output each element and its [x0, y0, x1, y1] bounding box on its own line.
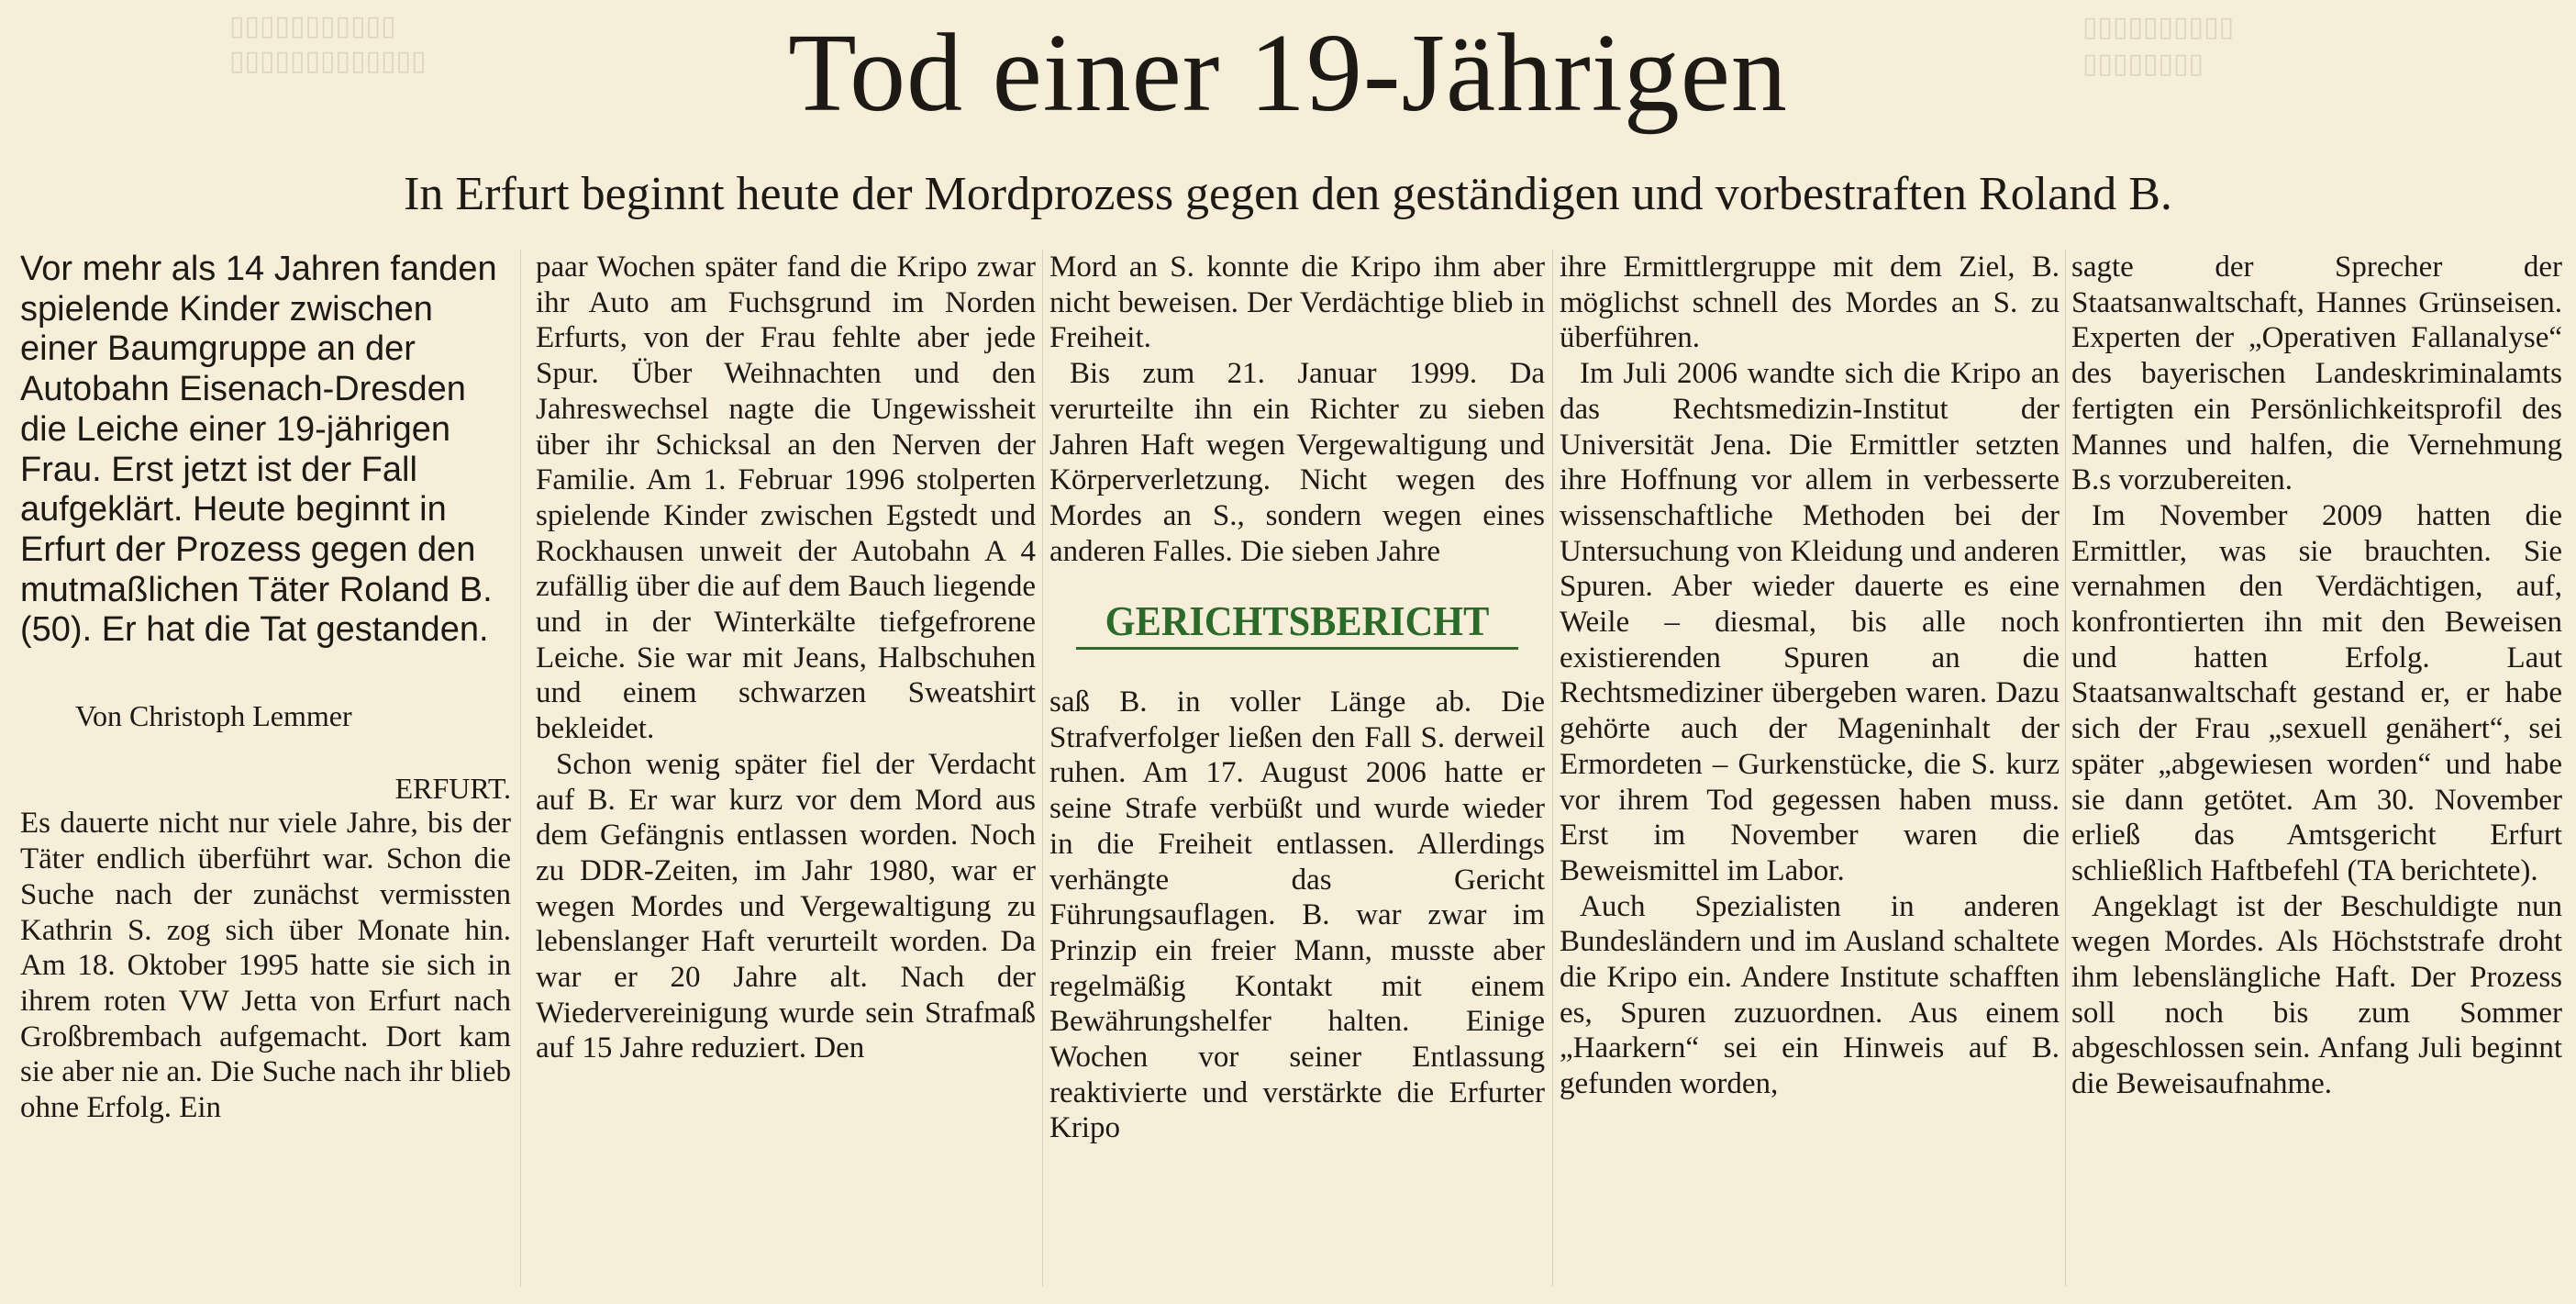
byline: Von Christoph Lemmer: [75, 699, 352, 733]
body-paragraph: saß B. in voller Länge ab. Die Strafverfolger ließen den Fall S. derweil ruhen. Am 17. August 2006 hatte er seine Strafe verbüßt und wurde wieder in die Freiheit entlassen. Allerdings verhängte das Gericht Führungsauflagen. B. war zwar im Prinzip ein freier Mann, musste aber regelmäßig Kontakt mit einem Bewährungshelfer halten. Einige Wochen vor seiner Entlassung reaktivierte und verstärkte die Erfurter Kripo: [1049, 685, 1545, 1145]
column-rule: [520, 250, 521, 1287]
body-paragraph: Schon wenig später fiel der Verdacht auf B. Er war kurz vor dem Mord aus dem Gefängnis entlassen worden. Noch zu DDR-Zeiten, im Jahr 1980, war er wegen Mordes und Vergewaltigung zu lebenslanger Haft verurteilt worden. Da war er 20 Jahre alt. Nach der Wiedervereinigung wurde sein Strafmaß auf 15 Jahre reduziert. Den: [536, 747, 1036, 1065]
column-rule: [2065, 250, 2066, 1287]
bleed-through-left: ▯▯▯▯▯▯▯▯▯▯▯ ▯▯▯▯▯▯▯▯▯▯▯▯▯: [229, 11, 427, 76]
headline: Tod einer 19-Jährigen: [788, 11, 1788, 135]
section-rubric: GERICHTSBERICHT: [1076, 604, 1518, 650]
column-3: [1049, 250, 1545, 1146]
body-paragraph: Im Juli 2006 wandte sich die Kripo an das Rechtsmedizin-Institut der Universität Jena. Die Ermittler setzten ihre Hoffnung vor allem in verbesserte wissenschaftliche Methoden bei der Untersuchung von Kleidung und anderen Spuren. Aber wieder dauerte es eine Weile – diesmal, bis alle noch existierenden Spuren an die Rechtsmediziner übergeben waren. Dazu gehörte auch der Mageninhalt der Ermordeten – Gurkenstücke, die S. kurz vor ihrem Tod gegessen haben muss. Erst im November waren die Beweismittel im Labor.: [1560, 357, 2060, 887]
column-5: [2071, 250, 2562, 1102]
body-paragraph: ihre Ermittlergruppe mit dem Ziel, B. möglichst schnell des Mordes an S. zu überführen.: [1560, 251, 2060, 355]
body-paragraph: Es dauerte nicht nur viele Jahre, bis der Täter endlich überführt war. Schon die Suche nach der zunächst vermissten Kathrin S. zog sich über Monate hin. Am 18. Oktober 1995 hatte sie sich in ihrem roten VW Jetta von Erfurt nach Großbrembach aufgemacht. Dort kam sie aber nie an. Die Suche nach ihr blieb ohne Erfolg. Ein: [20, 807, 511, 1125]
body-paragraph: Mord an S. konnte die Kripo ihm aber nicht beweisen. Der Verdächtige blieb in Freiheit.: [1049, 251, 1545, 355]
body-paragraph: Angeklagt ist der Beschuldigte nun wegen Mordes. Als Höchststrafe droht ihm lebenslängliche Haft. Der Prozess soll noch bis zum Sommer abgeschlossen sein. Anfang Juli beginnt die Beweisaufnahme.: [2071, 889, 2562, 1101]
body-paragraph: Bis zum 21. Januar 1999. Da verurteilte ihn ein Richter zu sieben Jahren Haft wegen Vergewaltigung und Körperverletzung. Nicht wegen des Mordes an S., sondern wegen eines anderen Falles. Die sieben Jahre: [1049, 357, 1545, 568]
dateline: ERFURT.: [394, 771, 511, 805]
column-2: [536, 250, 1036, 1066]
column-4: [1560, 250, 2060, 1102]
body-paragraph: Auch Spezialisten in anderen Bundesländern und im Ausland schaltete die Kripo ein. Andere Institute schafften es, Spuren zuzuordnen. Aus einem „Haarkern“ sei ein Hinweis auf B. gefunden worden,: [1560, 889, 2060, 1101]
body-paragraph: paar Wochen später fand die Kripo zwar ihr Auto am Fuchsgrund im Norden Erfurts, von der Frau fehlte aber jede Spur. Über Weihnachten und den Jahreswechsel nagte die Ungewissheit über ihr Schicksal an den Nerven der Familie. Am 1. Februar 1996 stolperten spielende Kinder zwischen Egstedt und Rockhausen unweit der Autobahn A 4 zufällig über die auf dem Bauch liegende und in der Winterkälte tiefgefrorene Leiche. Sie war mit Jeans, Halbschuhen und einem schwarzen Sweatshirt bekleidet.: [536, 251, 1036, 746]
body-paragraph: sagte der Sprecher der Staatsanwaltschaft, Hannes Grünseisen. Experten der „Operativen Fallanalyse“ des bayerischen Landeskriminalamts fertigten ein Persönlichkeitsprofil des Mannes und halfen, die Vernehmung B.s vorzubereiten.: [2071, 251, 2562, 497]
body-paragraph: Im November 2009 hatten die Ermittler, was sie brauchten. Sie vernahmen den Verdächtigen, auf, konfrontierten ihn mit den Beweisen und hatten Erfolg. Laut Staatsanwaltschaft gestand er, er habe sich der Frau „sexuell genähert“, sei später „abgewiesen worden“ und habe sie dann getötet. Am 30. November erließ das Amtsgericht Erfurt schließlich Haftbefehl (TA berichtete).: [2071, 498, 2562, 887]
subheadline: In Erfurt beginnt heute der Mordprozess gegen den geständigen und vorbestraften Roland B.: [404, 168, 2172, 220]
lead-paragraph: Vor mehr als 14 Jahren fanden spielende Kinder zwischen einer Baumgruppe an der Autobahn Eisenach-Dresden die Leiche einer 19-jährigen Frau. Erst jetzt ist der Fall aufgeklärt. Heute beginnt in Erfurt der Prozess gegen den mutmaßlichen Täter Roland B. (50). Er hat die Tat gestanden.: [20, 250, 497, 650]
column-1: [20, 250, 511, 1126]
column-rule: [1552, 250, 1553, 1287]
column-rule: [1042, 250, 1043, 1287]
bleed-through-right: ▯▯▯▯▯▯▯▯▯▯ ▯▯▯▯▯▯▯▯: [2082, 12, 2235, 79]
